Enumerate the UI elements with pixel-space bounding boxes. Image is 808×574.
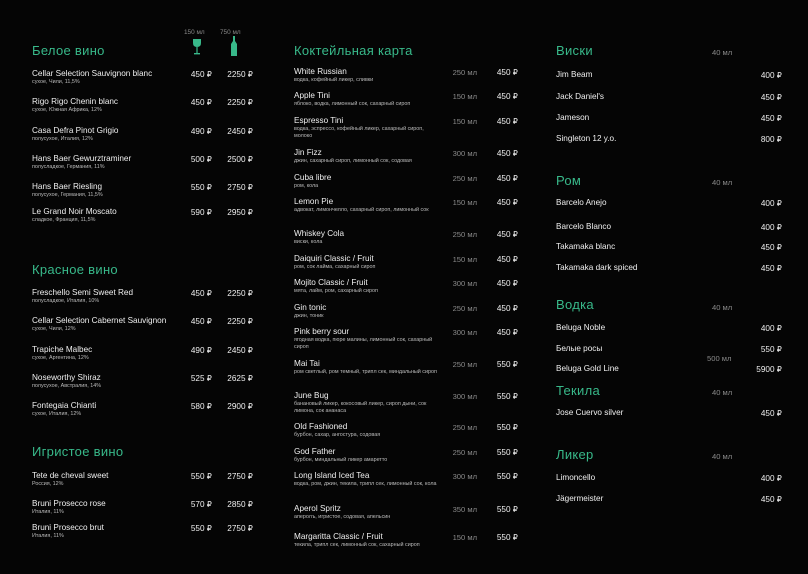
glass-price: 570 ₽ [190,500,212,509]
item-name: Beluga Gold Line [556,364,619,373]
cocktail-item [294,391,524,415]
item-price: 450 ₽ [496,198,518,207]
item-description: полусухое, Германия, 11,5% [32,192,103,198]
white-wine-title: Белое вино [32,43,105,58]
rum-volume: 40 мл [712,178,733,187]
item-name: Mai Tai [294,359,320,368]
item-name: Takamaka blanc [556,242,616,251]
item-description: Италия, 11% [32,509,64,515]
item-name: Beluga Noble [556,323,606,332]
bottle-price: 2500 ₽ [227,155,253,164]
menu-item [32,97,262,117]
item-description: ягодная водка, пюре малины, лимонный сок, сахарный сироп [294,337,433,350]
item-price: 400 ₽ [760,324,782,333]
item-price: 550 ₽ [496,423,518,432]
item-name: Noseworthy Shiraz [32,373,101,382]
item-description: Италия, 11% [32,533,64,539]
item-name: Bruni Prosecco brut [32,523,104,532]
serving-volume: 300 мл [452,279,477,288]
item-name: Mojito Classic / Fruit [294,278,368,287]
item-price: 550 ₽ [496,448,518,457]
item-price: 400 ₽ [760,71,782,80]
item-name: Espresso Tini [294,116,344,125]
serving-volume: 250 мл [452,230,477,239]
cocktail-item [294,148,524,172]
item-price: 800 ₽ [760,135,782,144]
liqueur-title: Ликер [556,447,594,462]
whisky-volume: 40 мл [712,48,733,57]
bottle-price: 2450 ₽ [227,127,253,136]
item-description: ром, кола [294,183,319,189]
glass-price: 580 ₽ [190,402,212,411]
cocktail-title: Коктейльная карта [294,43,413,58]
cocktail-item [294,229,524,253]
menu-item [32,316,262,336]
menu-item [32,288,262,308]
item-name: Margaritta Classic / Fruit [294,532,383,541]
item-description: адвокат, лимончелло, сахарный сироп, лимонный сок [294,207,429,213]
serving-volume: 150 мл [452,533,477,542]
glass-price: 490 ₽ [190,127,212,136]
item-price: 550 ₽ [496,360,518,369]
spirit-item [556,323,786,335]
sparkling-wine-title: Игристое вино [32,444,124,459]
item-name: Hans Baer Gewurztraminer [32,154,132,163]
item-name: Aperol Spritz [294,504,341,513]
item-description: аперолъ, игристое, содовая, апельсин [294,514,391,520]
menu-item [32,345,262,365]
bottle-volume-label: 750 мл [220,29,241,36]
wine-glass-icon [192,38,202,56]
item-description: водка, ром, джин, текила, трипл сек, лимонный сок, кола [294,481,437,487]
item-price: 450 ₽ [760,243,782,252]
item-description: сухое, Аргентина, 12% [32,355,89,361]
item-price: 450 ₽ [496,304,518,313]
item-description: сухое, Южная Африка, 12% [32,107,102,113]
cocktail-item [294,116,524,140]
spirit-item [556,134,786,146]
bottle-price: 2900 ₽ [227,402,253,411]
spirit-item [556,222,786,234]
cocktail-item [294,471,524,495]
item-price: 450 ₽ [496,328,518,337]
item-name: Freschello Semi Sweet Red [32,288,134,297]
item-name: Old Fashioned [294,422,348,431]
item-description: полусухое, Италия, 12% [32,136,93,142]
item-price: 450 ₽ [760,409,782,418]
item-name: White Russian [294,67,347,76]
spirit-item [556,408,786,420]
item-price: 400 ₽ [760,474,782,483]
spirit-item [556,198,786,210]
item-price: 550 ₽ [496,533,518,542]
serving-volume: 250 мл [452,304,477,313]
item-name: Whiskey Cola [294,229,345,238]
item-name: Rigo Rigo Chenin blanc [32,97,119,106]
liqueur-volume: 40 мл [712,452,733,461]
spirit-item [556,494,786,506]
serving-volume: 150 мл [452,92,477,101]
menu-item [32,523,262,543]
bottle-price: 2750 ₽ [227,524,253,533]
serving-volume: 300 мл [452,149,477,158]
item-description: банановый ликер, кокосовый ликер, сироп дыни, сок лимона, сок ананаса [294,401,427,414]
spirit-item [556,242,786,254]
item-name: Hans Baer Riesling [32,182,103,191]
menu-item [32,154,262,174]
bottle-price: 2850 ₽ [227,500,253,509]
item-name: Tete de cheval sweet [32,471,109,480]
item-name: God Father [294,447,336,456]
red-wine-title: Красное вино [32,262,118,277]
item-name: Jägermeister [556,494,604,503]
cocktail-item [294,91,524,115]
glass-price: 450 ₽ [190,289,212,298]
glass-price: 450 ₽ [190,98,212,107]
menu-item [32,207,262,227]
item-name: Cuba libre [294,173,332,182]
spirit-item [556,344,786,356]
item-name: Long Island Iced Tea [294,471,370,480]
item-price: 450 ₽ [760,264,782,273]
item-name: Daiquiri Classic / Fruit [294,254,374,263]
cocktail-item [294,278,524,302]
serving-volume: 250 мл [452,423,477,432]
item-name: Limoncello [556,473,596,482]
item-name: Bruni Prosecco rose [32,499,106,508]
serving-volume: 250 мл [452,68,477,77]
item-price: 450 ₽ [496,68,518,77]
cocktail-item [294,254,524,278]
wine-bottle-icon [230,36,238,56]
menu-item [32,471,262,491]
item-price: 450 ₽ [760,495,782,504]
bottle-price: 2750 ₽ [227,183,253,192]
item-description: сладкое, Франция, 11,5% [32,217,96,223]
menu-item [32,182,262,202]
item-name: Pink berry sour [294,327,350,336]
item-description: мята, лайм, ром, сахарный сироп [294,288,378,294]
serving-volume: 350 мл [452,505,477,514]
cocktail-item [294,447,524,471]
item-price: 450 ₽ [496,149,518,158]
item-description: Россия, 12% [32,481,64,487]
bottle-price: 2250 ₽ [227,98,253,107]
menu-item [32,126,262,146]
glass-price: 550 ₽ [190,472,212,481]
bottle-price: 2250 ₽ [227,317,253,326]
cocktail-item [294,173,524,197]
tequila-title: Текила [556,383,601,398]
item-price: 400 ₽ [760,223,782,232]
glass-price: 590 ₽ [190,208,212,217]
item-price: 550 ₽ [760,345,782,354]
cocktail-item [294,504,524,528]
item-price: 450 ₽ [496,255,518,264]
spirit-item [556,263,786,275]
item-name: Apple Tini [294,91,330,100]
item-name: Белые росы [556,344,603,353]
item-name: June Bug [294,391,329,400]
serving-volume: 250 мл [452,174,477,183]
item-price: 5900 ₽ [756,365,782,374]
vodka-bottle-volume: 500 мл [707,354,732,363]
item-description: водка, эспрессо, кофейный ликер, сахарный сироп, молоко [294,126,424,139]
cocktail-item [294,359,524,383]
item-description: яблоко, водка, лимонный сок, сахарный сироп [294,101,411,107]
item-description: полусладкое, Германия, 11% [32,164,105,170]
cocktail-item [294,303,524,327]
item-name: Jin Fizz [294,148,322,157]
item-price: 550 ₽ [496,505,518,514]
bottle-price: 2250 ₽ [227,289,253,298]
item-name: Barcelo Blanco [556,222,612,231]
item-price: 450 ₽ [760,114,782,123]
item-name: Jack Daniel's [556,92,604,101]
tequila-volume: 40 мл [712,388,733,397]
item-price: 550 ₽ [496,392,518,401]
item-description: сухое, Италия, 12% [32,411,82,417]
bottle-price: 2750 ₽ [227,472,253,481]
item-description: ром светлый, ром темный, трипл сек, миндальный сироп [294,369,437,375]
item-price: 550 ₽ [496,472,518,481]
item-name: Gin tonic [294,303,327,312]
item-description: ром, сок лайма, сахарный сироп [294,264,376,270]
spirit-item [556,473,786,485]
bottle-price: 2625 ₽ [227,374,253,383]
menu-item [32,401,262,421]
glass-price: 550 ₽ [190,524,212,533]
item-description: джин, тоник [294,313,324,319]
item-name: Le Grand Noir Moscato [32,207,117,216]
item-name: Cellar Selection Sauvignon blanc [32,69,153,78]
glass-price: 450 ₽ [190,70,212,79]
item-price: 450 ₽ [496,279,518,288]
item-description: бурбон, сахар, ангостура, содовая [294,432,381,438]
item-description: текила, трипл сек, лимонный сок, сахарный сироп [294,542,420,548]
serving-volume: 150 мл [452,198,477,207]
item-name: Barcelo Anejo [556,198,607,207]
glass-price: 450 ₽ [190,317,212,326]
vodka-title: Водка [556,297,594,312]
item-name: Cellar Selection Cabernet Sauvignon [32,316,167,325]
item-description: сухое, Чили, 12% [32,326,76,332]
item-name: Jameson [556,113,590,122]
serving-volume: 300 мл [452,472,477,481]
glass-volume-label: 150 мл [184,29,205,36]
item-price: 450 ₽ [496,117,518,126]
item-description: джин, сахарный сироп, лимонный сок, содовая [294,158,412,164]
cocktail-item [294,422,524,446]
menu-item [32,499,262,519]
item-description: полусладкое, Италия, 10% [32,298,100,304]
spirit-item [556,113,786,125]
bottle-price: 2250 ₽ [227,70,253,79]
glass-price: 500 ₽ [190,155,212,164]
menu-item [32,373,262,393]
spirit-item [556,92,786,104]
serving-volume: 300 мл [452,392,477,401]
cocktail-item [294,197,524,221]
cocktail-item [294,327,524,351]
bottle-price: 2450 ₽ [227,346,253,355]
item-name: Fontegaia Chianti [32,401,97,410]
cocktail-item [294,67,524,91]
item-name: Jose Cuervo silver [556,408,624,417]
item-description: сухое, Чили, 11,5% [32,79,80,85]
item-price: 450 ₽ [496,174,518,183]
serving-volume: 250 мл [452,448,477,457]
item-name: Takamaka dark spiced [556,263,638,272]
item-price: 450 ₽ [496,230,518,239]
serving-volume: 150 мл [452,117,477,126]
item-description: виски, кола [294,239,323,245]
whisky-title: Виски [556,43,593,58]
item-name: Jim Beam [556,70,593,79]
item-price: 400 ₽ [760,199,782,208]
item-description: бурбон, миндальный ликер амаретто [294,457,388,463]
item-name: Trapiche Malbec [32,345,93,354]
item-price: 450 ₽ [496,92,518,101]
spirit-item [556,70,786,82]
serving-volume: 300 мл [452,328,477,337]
bottle-price: 2950 ₽ [227,208,253,217]
cocktail-item [294,532,524,556]
spirit-item [556,364,786,376]
glass-price: 490 ₽ [190,346,212,355]
rum-title: Ром [556,173,582,188]
vodka-volume: 40 мл [712,303,733,312]
item-description: водка, кофейный ликер, сливки [294,77,374,83]
item-name: Casa Defra Pinot Grigio [32,126,119,135]
item-price: 450 ₽ [760,93,782,102]
item-description: полусухое, Австралия, 14% [32,383,102,389]
glass-price: 525 ₽ [190,374,212,383]
serving-volume: 150 мл [452,255,477,264]
glass-price: 550 ₽ [190,183,212,192]
serving-volume: 250 мл [452,360,477,369]
item-name: Singleton 12 y.o. [556,134,617,143]
item-name: Lemon Pie [294,197,334,206]
menu-item [32,69,262,89]
